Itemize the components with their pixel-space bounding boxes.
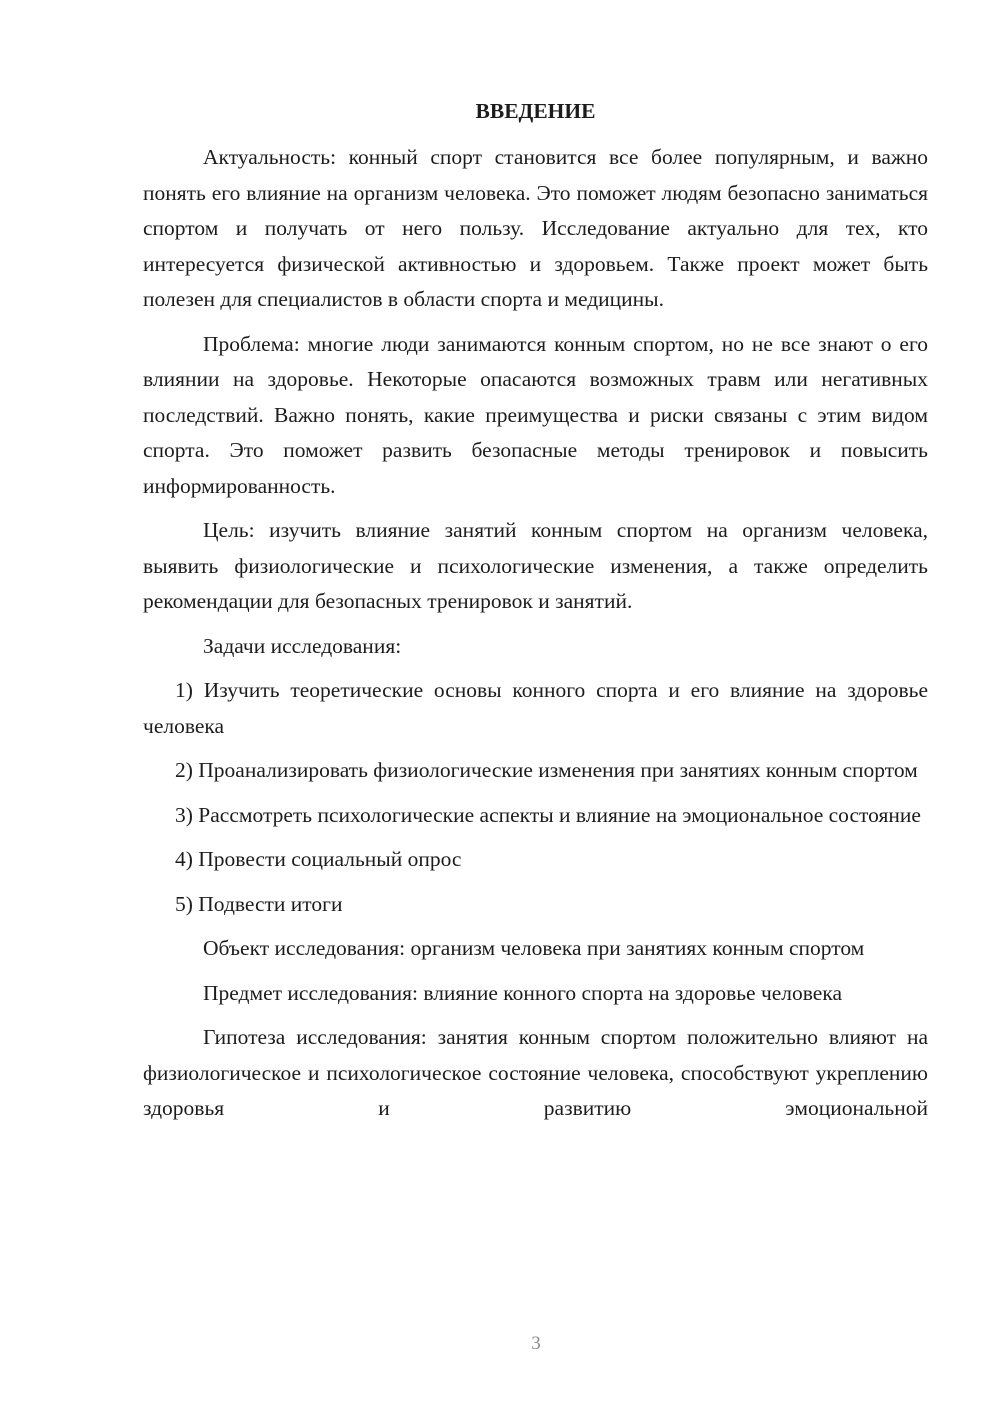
document-page — [143, 96, 928, 1136]
tasks-heading: Задачи исследования: — [203, 633, 402, 658]
paragraph-relevance: Актуальность: конный спорт становится все более популярным, и важно понять его влияние на организм человека. Это поможет людям безопасно заниматься спортом и получать от него пользу. Исследование актуально для тех, кто интересуется физической активностью и здоровьем. Также проект может быть полезен для специалистов в области спорта и медицины. — [143, 145, 928, 311]
paragraph-subject: Предмет исследования: влияние конного спорта на здоровье человека — [203, 980, 843, 1005]
task-item-4: 4) Провести социальный опрос — [175, 847, 462, 871]
task-item-2: 2) Проанализировать физиологические изменения при занятиях конным спортом — [175, 758, 918, 782]
section-title: ВВЕДЕНИЕ — [475, 99, 596, 123]
task-item-1: 1) Изучить теоретические основы конного спорта и его влияние на здоровье человека — [143, 678, 928, 738]
page-number: 3 — [531, 1333, 541, 1354]
paragraph-problem: Проблема: многие люди занимаются конным спортом, но не все знают о его влиянии на здоровье. Некоторые опасаются возможных травм или негативных последствий. Важно понять, какие преимущества и риски связаны с этим видом спорта. Это поможет развить безопасные методы тренировок и повысить информированность. — [143, 331, 928, 498]
paragraph-hypothesis: Гипотеза исследования: занятия конным спортом положительно влияют на физиологическое и психологическое состояние человека, способствуют укреплению здоровья и развитию эмоциональной — [143, 1025, 928, 1120]
task-item-5: 5) Подвести итоги — [175, 891, 343, 916]
paragraph-object: Объект исследования: организм человека при занятиях конным спортом — [203, 936, 865, 960]
task-item-3: 3) Рассмотреть психологические аспекты и влияние на эмоциональное состояние — [175, 802, 921, 827]
paragraph-goal: Цель: изучить влияние занятий конным спортом на организм человека, выявить физиологические и психологические изменения, а также определить рекомендации для безопасных тренировок и занятий. — [143, 518, 928, 613]
